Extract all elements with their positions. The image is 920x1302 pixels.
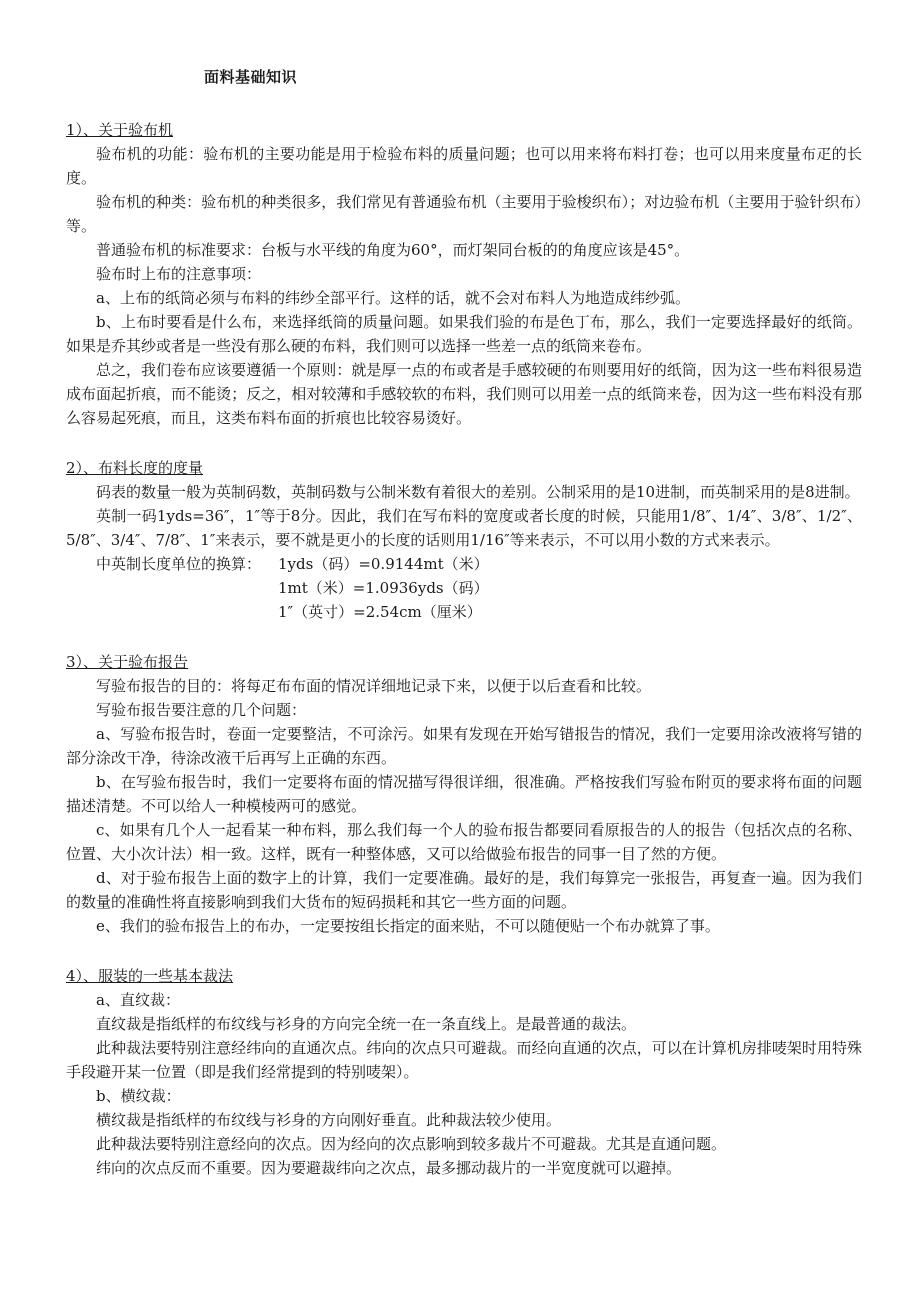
conversion-label: 中英制长度单位的换算：: [96, 555, 262, 573]
paragraph: e、我们的验布报告上的布办，一定要按组长指定的面来贴，不可以随便贴一个布办就算了事。: [96, 917, 720, 935]
paragraph: 总之，我们卷布应该要遵循一个原则：就是厚一点的布或者是手感较硬的布则要用好的纸筒，因为这一些布料很易造成布面起折痕，而不能烫；反之，相对较薄和手感较软的布料，我们则可以用差一点的纸筒来卷，因为这一些布料没有那么容易起死痕，而且，这类布料布面的折痕也比较容易烫好。: [66, 361, 862, 427]
unit-conversion: [66, 552, 862, 624]
section-heading: 3）、关于验布报告: [66, 653, 189, 671]
paragraph: 验布机的功能：验布机的主要功能是用于检验布料的质量问题；也可以用来将布料打卷；也可以用来度量布疋的长度。: [66, 145, 862, 187]
paragraph: a、上布的纸筒必须与布料的纬纱全部平行。这样的话，就不会对布料人为地造成纬纱弧。: [96, 289, 690, 307]
section-heading: 4）、服装的一些基本裁法: [66, 967, 234, 985]
paragraph: 验布机的种类：验布机的种类很多，我们常见有普通验布机（主要用于验梭织布）；对边验布机（主要用于验针织布）等。: [66, 193, 862, 235]
section-heading: 1）、关于验布机: [66, 121, 174, 139]
paragraph: 英制一码1yds=36″，1″等于8分。因此，我们在写布料的宽度或者长度的时候，只能用1/8″、1/4″、3/8″、1/2″、5/8″、3/4″、7/8″、1″来表示，要不就是更小的长度的话则用1/16″等来表示，不可以用小数的方式来表示。: [66, 507, 862, 549]
paragraph: a、直纹裁：: [96, 991, 180, 1009]
paragraph: c、如果有几个人一起看某一种布料，那么我们每一个人的验布报告都要同看原报告的人的报告（包括次点的名称、位置、大小次计法）相一致。这样，既有一种整体感，又可以给做验布报告的同事一目了然的方便。: [66, 821, 862, 863]
paragraph: 验布时上布的注意事项：: [96, 265, 262, 283]
paragraph: 此种裁法要特别注意经纬向的直通次点。纬向的次点只可避裁。而经向直通的次点，可以在计算机房排唛架时用特殊手段避开某一位置（即是我们经常提到的特别唛架）。: [66, 1039, 862, 1081]
paragraph: b、在写验布报告时，我们一定要将布面的情况描写得很详细，很准确。严格按我们写验布附页的要求将布面的问题描述清楚。不可以给人一种模棱两可的感觉。: [66, 773, 862, 815]
conversion-line: 1mt（米）=1.0936yds（码）: [278, 579, 489, 597]
conversion-line: 1yds（码）=0.9144mt（米）: [278, 555, 489, 573]
paragraph: d、对于验布报告上面的数字上的计算，我们一定要准确。最好的是，我们每算完一张报告，再复查一遍。因为我们的数量的准确性将直接影响到我们大货布的短码损耗和其它一些方面的问题。: [66, 869, 862, 911]
paragraph: 此种裁法要特别注意经向的次点。因为经向的次点影响到较多裁片不可避裁。尤其是直通问题。: [96, 1135, 727, 1153]
paragraph: 直纹裁是指纸样的布纹线与衫身的方向完全统一在一条直线上。是最普通的裁法。: [96, 1015, 637, 1033]
paragraph: 写验布报告要注意的几个问题：: [96, 701, 307, 719]
paragraph: 写验布报告的目的：将每疋布布面的情况详细地记录下来，以便于以后查看和比较。: [96, 677, 652, 695]
document-title: 面料基础知识: [204, 68, 298, 86]
section-heading: 2）、布料长度的度量: [66, 459, 204, 477]
paragraph: 横纹裁是指纸样的布纹线与衫身的方向刚好垂直。此种裁法较少使用。: [96, 1111, 562, 1129]
document-body: [66, 118, 862, 1180]
paragraph: b、上布时要看是什么布，来选择纸筒的质量问题。如果我们验的布是色丁布，那么，我们一定要选择最好的纸筒。如果是乔其纱或者是一些没有那么硬的布料，我们则可以选择一些差一点的纸筒来卷布。: [66, 313, 862, 355]
paragraph: b、横纹裁：: [96, 1087, 181, 1105]
conversion-line: 1″（英寸）=2.54cm（厘米）: [278, 603, 482, 621]
paragraph: 普通验布机的标准要求：台板与水平线的角度为60°，而灯架同台板的的角度应该是45°。: [96, 241, 690, 259]
paragraph: 码表的数量一般为英制码数，英制码数与公制米数有着很大的差别。公制采用的是10进制，而英制采用的是8进制。: [96, 483, 860, 501]
paragraph: 纬向的次点反而不重要。因为要避裁纬向之次点，最多挪动裁片的一半宽度就可以避掉。: [96, 1159, 682, 1177]
paragraph: a、写验布报告时，卷面一定要整洁，不可涂污。如果有发现在开始写错报告的情况，我们一定要用涂改液将写错的部分涂改干净，待涂改液干后再写上正确的东西。: [66, 725, 862, 767]
